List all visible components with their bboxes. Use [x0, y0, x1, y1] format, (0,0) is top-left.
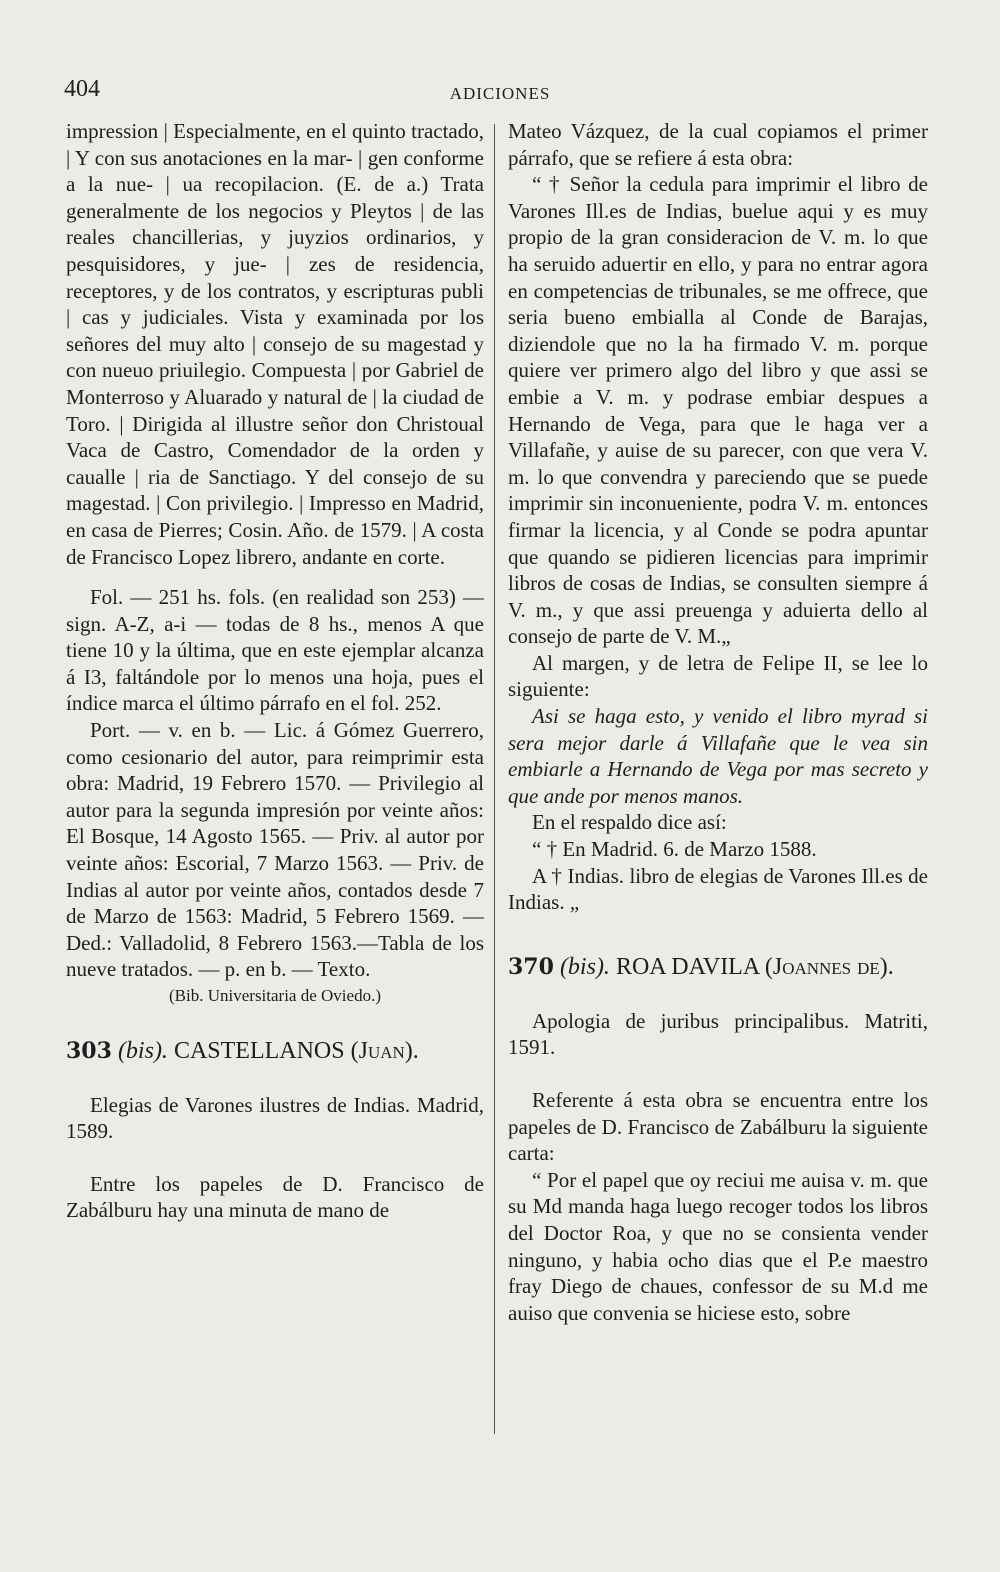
- entry-heading: [66, 1036, 484, 1066]
- paragraph: “ † En Madrid. 6. de Marzo 1588.: [532, 837, 817, 862]
- left-column: [66, 118, 484, 1224]
- entry-title: Apologia de juribus principalibus. Matriti, 1591.: [508, 1008, 928, 1060]
- entry-title: Elegias de Varones ilustres de Indias. Madrid, 1589.: [66, 1092, 484, 1144]
- entry-bis: (bis).: [559, 953, 610, 980]
- right-column: [508, 118, 928, 1326]
- entry-name: ROA DAVILA: [615, 953, 759, 980]
- entry-number: 303: [66, 1037, 112, 1064]
- entry-name: CASTELLANOS: [173, 1037, 345, 1064]
- paragraph: Port. — v. en b. — Lic. á Gómez Guerrero, como cesionario del autor, para reimprimir esta obra: Madrid, 19 Febrero 1570. — Privilegio al autor para la segunda impresión por veinte años: El Bosque, 14 Agosto 1565. — Priv. al autor por veinte años: Escorial, 7 Marzo 1563. — Priv. de Indias al autor por veinte años, contados desde 7 de Marzo de 1563: Madrid, 5 Febrero 1569. — Ded.: Valladolid, 8 Febrero 1563.—Tabla de los nueve tratados. — p. en b. — Texto.: [66, 718, 484, 982]
- entry-given-name: (Juan).: [350, 1037, 419, 1064]
- marginal-note: Asi se haga esto, y venido el libro myrad si sera mejor darle á Villafañe que le vea sin embiarle a Hernando de Vega por mas secreto y que ande por menos manos.: [508, 704, 928, 808]
- running-title: ADICIONES: [449, 84, 551, 103]
- paragraph: Al margen, y de letra de Felipe II, se lee lo siguiente:: [508, 650, 928, 702]
- quotation: “ † Señor la cedula para imprimir el libro de Varones Ill.es de Indias, buelue aqui y es muy propio de la gran consideracion de V. m. lo que ha seruido aduertir en ello, y para no entrar agora en competencias de tribunales, se me offrece, que seria bueno embialla al Conde de Barajas, diziendole que no la ha firmado V. m. porque quiere ver primero algo del libro y que assi se embie a V. m. y podrase embiar despues a Hernando de Vega, para que le haga ver a Villafañe, y auise de su parecer, con que vera V. m. lo que convendra y pareciendo que se puede imprimir sin inconueniente, podra V. m. entonces firmar la licencia, y al Conde se podra apuntar que quando se pidieren licencias para imprimir libros de cosas de Indias, se consulten siempre á V. m., y que assi preuenga y aduierta dello al consejo de parte de V. M.„: [508, 172, 928, 649]
- paragraph: En el respaldo dice así:: [532, 810, 727, 835]
- paragraph: Referente á esta obra se encuentra entre los papeles de D. Francisco de Zabálburu la siguiente carta:: [508, 1088, 928, 1166]
- entry-bis: (bis).: [117, 1037, 168, 1064]
- entry-heading: [508, 952, 928, 982]
- quotation: “ Por el papel que oy reciui me auisa v. m. que su Md manda haga luego recoger todos los libros del Doctor Roa, y que no se consienta vender ninguno, y habia ocho dias que el P.e maestro fray Diego de chaues, confessor de su M.d me auiso que convenia se hiciese esto, sobre: [508, 1167, 928, 1325]
- paragraph: A † Indias. libro de elegias de Varones Ill.es de Indias. „: [508, 863, 928, 915]
- paragraph: Mateo Vázquez, de la cual copiamos el primer párrafo, que se refiere á esta obra:: [508, 119, 928, 170]
- paragraph: Fol. — 251 hs. fols. (en realidad son 253) — sign. A-Z, a-i — todas de 8 hs., menos A que tiene 10 y la última, que en este ejemplar alcanza á I3, faltándole por lo menos una hoja, pues el índice marca el último párrafo en el fol. 252.: [66, 585, 484, 716]
- entry-number: 370: [508, 953, 554, 980]
- library-note: (Bib. Universitaria de Oviedo.): [169, 986, 381, 1005]
- entry-given-name: (Joannes de).: [764, 953, 894, 980]
- column-divider: [494, 124, 495, 1434]
- paragraph: Entre los papeles de D. Francisco de Zabálburu hay una minuta de mano de: [66, 1171, 484, 1223]
- paragraph: impression | Especialmente, en el quinto tractado, | Y con sus anotaciones en la mar- | gen conforme a la nue- | ua recopilacion. (E. de a.) Trata generalmente de los negocios y Pleytos | de las reales chancillerias, y juyzios ordinarios, y pesquisidores, y jue- | zes de residencia, receptores, y de los contratos, y escripturas publi | cas y judiciales. Vista y examinada por los señores del muy alto | consejo de su magestad y con nueuo priuilegio. Compuesta | por Gabriel de Monterroso y Aluarado y natural de | la ciudad de Toro. | Dirigida al illustre señor don Christoual Vaca de Castro, Comendador de la orden y caualle | ria de Sanctiago. Y del consejo de su magestad. | Con privilegio. | Impresso en Madrid, en casa de Pierres; Cosin. Año. de 1579. | A costa de Francisco Lopez librero, andante en corte.: [66, 119, 484, 569]
- page-number: 404: [64, 76, 100, 102]
